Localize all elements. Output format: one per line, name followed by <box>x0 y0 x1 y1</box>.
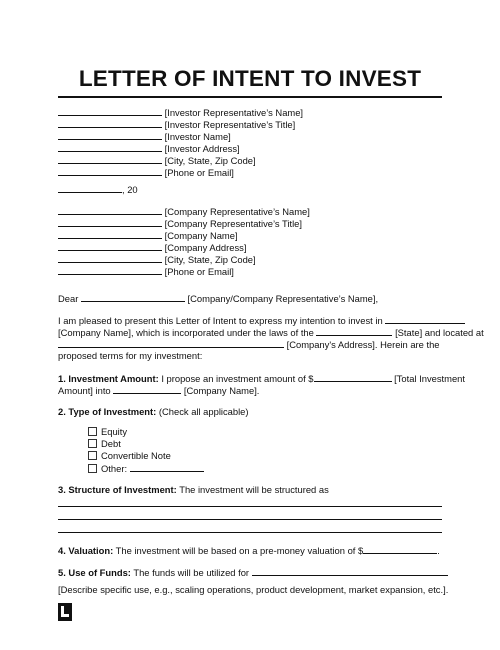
structure-blank-3[interactable] <box>58 532 442 533</box>
company-city-line: [City, State, Zip Code] <box>58 253 256 266</box>
recipient-blank[interactable] <box>81 292 185 302</box>
investment-amount-line-2: Amount] into [Company Name]. <box>58 385 260 396</box>
option-other[interactable]: Other: <box>88 462 204 475</box>
section-3-heading: 3. Structure of Investment: <box>58 484 177 495</box>
blank-field[interactable] <box>58 265 162 275</box>
investor-rep-title-line: [Investor Representative’s Title] <box>58 118 295 131</box>
valuation-blank[interactable] <box>363 544 437 554</box>
blank-field[interactable] <box>58 229 162 239</box>
investor-address-line: [Investor Address] <box>58 142 240 155</box>
company-rep-name-line: [Company Representative’s Name] <box>58 205 310 218</box>
company-contact-line: [Phone or Email] <box>58 265 234 278</box>
structure-line: 3. Structure of Investment: The investment will be structured as <box>58 484 329 495</box>
document-logo-icon <box>58 603 72 621</box>
other-blank[interactable] <box>130 462 204 472</box>
company-name-line: [Company Name] <box>58 229 238 242</box>
option-debt[interactable]: Debt <box>88 438 121 450</box>
blank-field[interactable] <box>58 253 162 263</box>
use-of-funds-description: [Describe specific use, e.g., scaling operations, product development, market expansion, etc.]. <box>58 584 449 595</box>
intro-line-2: [Company Name], which is incorporated under the laws of the [State] and located at <box>58 327 484 338</box>
investment-type-heading-line: 2. Type of Investment: (Check all applicable) <box>58 406 249 417</box>
title-underline <box>58 96 442 98</box>
blank-field[interactable] <box>58 154 162 164</box>
intro-line-4: proposed terms for my investment: <box>58 350 203 361</box>
company-blank[interactable] <box>385 314 465 324</box>
state-blank[interactable] <box>316 326 392 336</box>
blank-field[interactable] <box>58 205 162 215</box>
blank-field[interactable] <box>58 130 162 140</box>
blank-field[interactable] <box>58 241 162 251</box>
date-blank[interactable] <box>58 183 122 193</box>
blank-field[interactable] <box>58 106 162 116</box>
section-4-heading: 4. Valuation: <box>58 545 114 556</box>
checkbox[interactable] <box>88 427 97 436</box>
intro-line-3: [Company's Address]. Herein are the <box>58 338 440 351</box>
investor-city-line: [City, State, Zip Code] <box>58 154 256 167</box>
checkbox[interactable] <box>88 439 97 448</box>
blank-field[interactable] <box>58 217 162 227</box>
investor-contact-line: [Phone or Email] <box>58 166 234 179</box>
company-rep-title-line: [Company Representative’s Title] <box>58 217 302 230</box>
section-1-heading: 1. Investment Amount: <box>58 373 159 384</box>
address-blank[interactable] <box>58 338 284 348</box>
structure-blank-2[interactable] <box>58 519 442 520</box>
section-2-heading: 2. Type of Investment: <box>58 406 157 417</box>
blank-field[interactable] <box>58 166 162 176</box>
salutation: Dear [Company/Company Representative’s Name], <box>58 293 379 304</box>
use-of-funds-blank[interactable] <box>252 566 448 576</box>
option-convertible-note[interactable]: Convertible Note <box>88 450 171 462</box>
intro-line-1: I am pleased to present this Letter of Intent to express my intention to invest in <box>58 314 465 327</box>
blank-field[interactable] <box>58 142 162 152</box>
document-title: LETTER OF INTENT TO INVEST <box>78 66 422 91</box>
investor-name-line: [Investor Name] <box>58 130 231 143</box>
checkbox[interactable] <box>88 464 97 473</box>
amount-blank[interactable] <box>314 372 392 382</box>
blank-field[interactable] <box>58 118 162 128</box>
investor-rep-name-line: [Investor Representative’s Name] <box>58 106 303 119</box>
valuation-line: 4. Valuation: The investment will be based on a pre-money valuation of $ . <box>58 545 440 556</box>
use-of-funds-line: 5. Use of Funds: The funds will be utilized for <box>58 566 448 579</box>
section-5-heading: 5. Use of Funds: <box>58 567 131 578</box>
checkbox[interactable] <box>88 451 97 460</box>
date-line: , 20 <box>58 183 138 196</box>
option-equity[interactable]: Equity <box>88 426 127 438</box>
structure-blank-1[interactable] <box>58 506 442 507</box>
company-address-line: [Company Address] <box>58 241 246 254</box>
company-name-blank[interactable] <box>113 384 181 394</box>
investment-amount-line-1: 1. Investment Amount: I propose an investment amount of $ [Total Investment <box>58 373 465 384</box>
